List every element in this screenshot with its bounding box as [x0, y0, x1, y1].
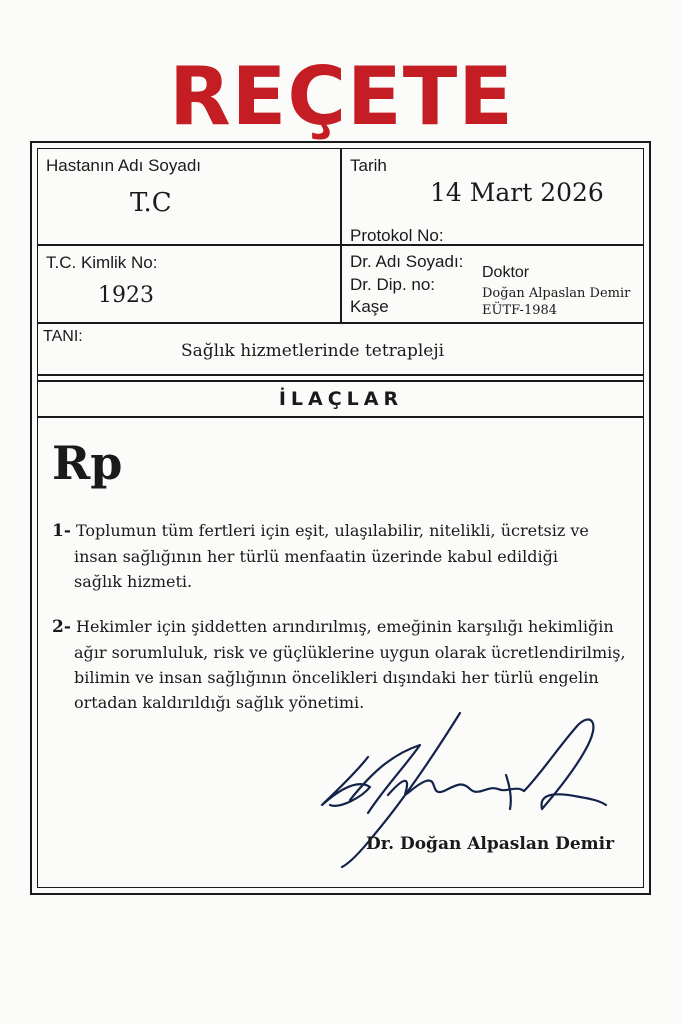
date-value: 14 Mart 2026 — [430, 178, 604, 207]
item-number: 2- — [52, 617, 71, 637]
row-divider-5 — [37, 416, 644, 418]
item-line: ağır sorumluluk, risk ve güçlüklerine uygun olarak ücretlendirilmiş, — [74, 643, 626, 662]
item-line: Hekimler için şiddetten arındırılmış, emeğinin karşılığı hekimliğin — [75, 617, 614, 636]
row-divider-3 — [37, 374, 644, 376]
doctor-stamp-name: Doğan Alpaslan Demir — [482, 286, 631, 301]
rp-symbol: Rp — [52, 436, 123, 490]
stamp-label: Kaşe — [350, 297, 389, 316]
doctor-title: Doktor — [482, 264, 530, 281]
medication-item-1 — [52, 518, 642, 594]
item-line: Toplumun tüm fertleri için eşit, ulaşılabilir, nitelikli, ücretsiz ve — [75, 521, 589, 540]
diagnosis-label: TANI: — [43, 328, 83, 345]
item-line: sağlık hizmeti. — [74, 572, 193, 591]
medication-item-2 — [52, 614, 642, 715]
column-divider — [340, 148, 342, 323]
patient-name-label: Hastanın Adı Soyadı — [46, 156, 201, 175]
date-label: Tarih — [350, 156, 387, 175]
page-title: REÇETE — [169, 50, 514, 143]
diagnosis-value: Sağlık hizmetlerinde tetrapleji — [181, 341, 445, 361]
doctor-stamp-reg: EÜTF-1984 — [482, 303, 558, 318]
patient-name-value: T.C — [130, 188, 172, 218]
row-divider-4 — [37, 380, 644, 382]
doctor-dip-label: Dr. Dip. no: — [350, 275, 436, 294]
medications-heading: İLAÇLAR — [278, 388, 404, 410]
item-line: bilimin ve insan sağlığının öncelikleri dışındaki her türlü engelin — [74, 668, 599, 687]
doctor-name-label: Dr. Adı Soyadı: — [350, 252, 464, 271]
item-line: insan sağlığının her türlü menfaatin üzerinde kabul edildiği — [74, 547, 558, 566]
protocol-label: Protokol No: — [350, 226, 444, 245]
tc-id-value: 1923 — [98, 283, 154, 308]
item-line: ortadan kaldırıldığı sağlık yönetimi. — [74, 693, 365, 712]
item-number: 1- — [52, 521, 71, 541]
tc-id-label: T.C. Kimlik No: — [46, 253, 158, 272]
signature-name: Dr. Doğan Alpaslan Demir — [366, 834, 615, 854]
